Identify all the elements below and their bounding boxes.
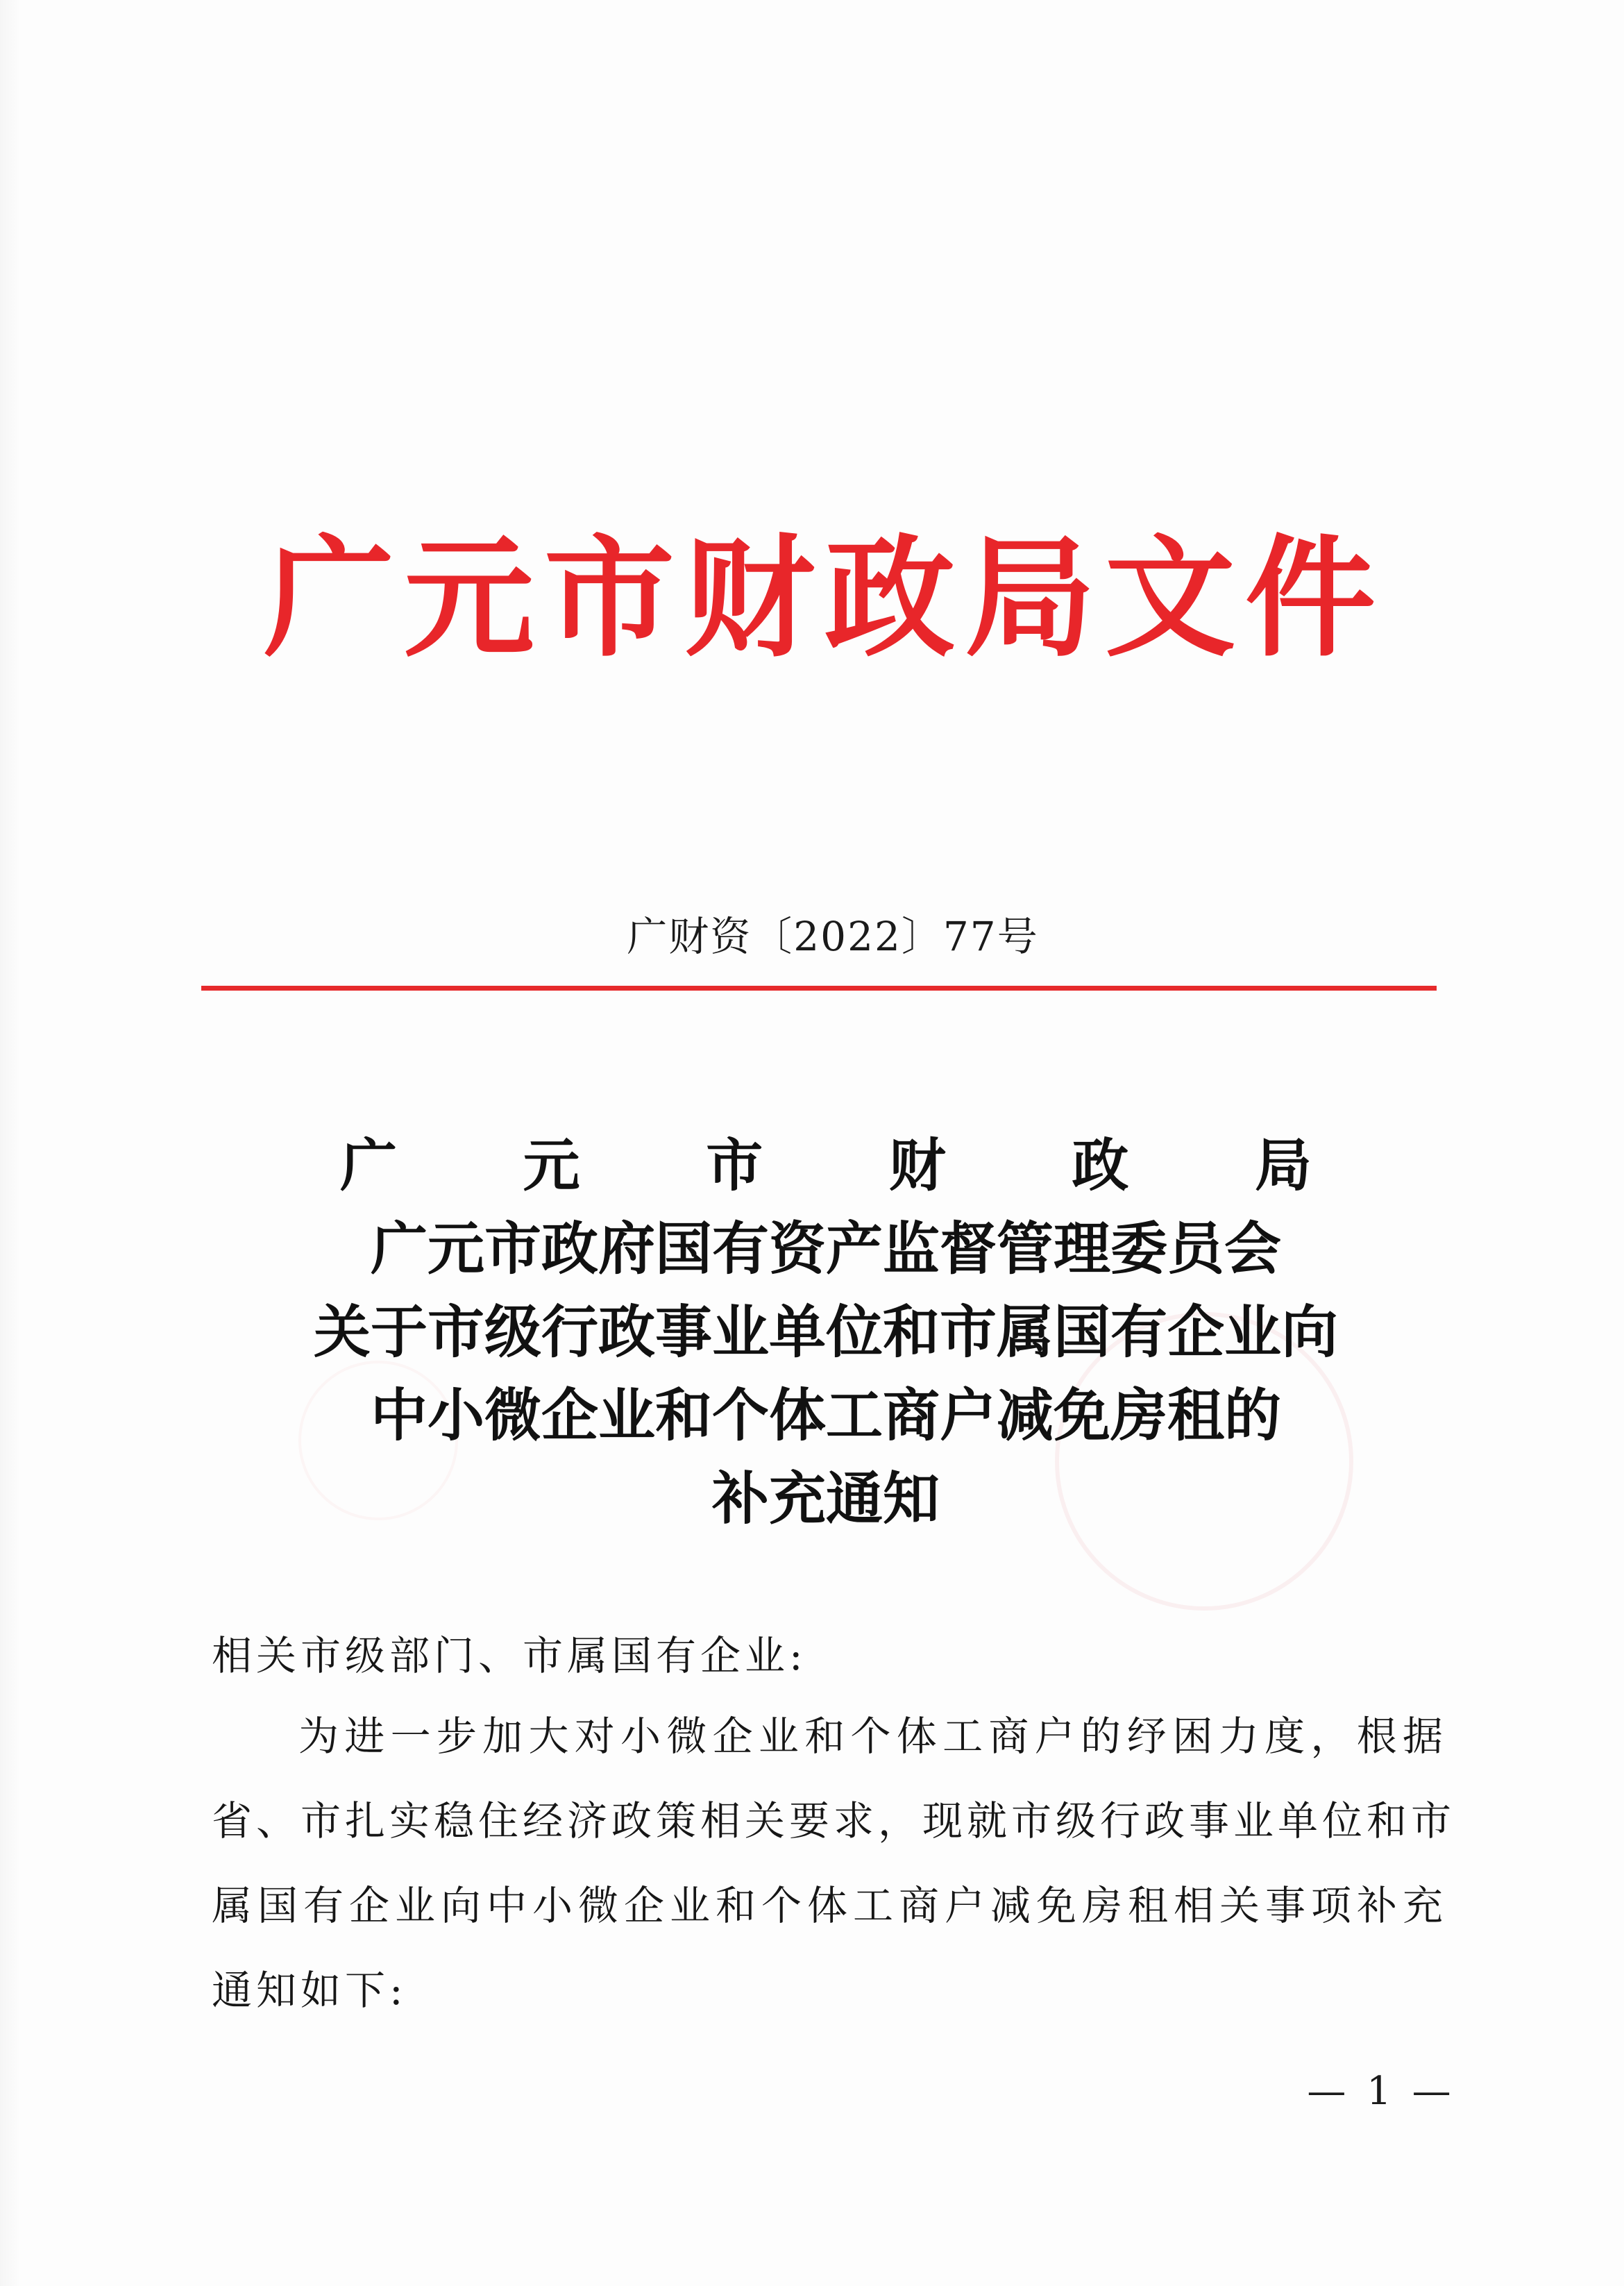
title-issuer-1 — [208, 1125, 1444, 1208]
title-issuer-1-char: 广 — [340, 1133, 398, 1199]
page-number: — 1 — — [1307, 2069, 1455, 2114]
notice-title — [208, 1125, 1444, 1541]
title-issuer-1-char: 政 — [1072, 1133, 1129, 1199]
masthead-title: 广元市财政局文件 — [264, 523, 1385, 675]
title-issuer-1-char: 财 — [888, 1133, 946, 1199]
red-separator-line — [201, 986, 1437, 991]
notice-body — [212, 1617, 1456, 2033]
paragraph-line: 属国有企业向中小微企业和个体工商户减免房租相关事项补充 — [212, 1882, 1447, 1929]
title-line-5: 补充通知 — [711, 1466, 940, 1532]
scan-edge-shadow — [0, 0, 21, 2286]
salutation: 相关市级部门、市属国有企业: — [212, 1632, 807, 1679]
title-issuer-1-char: 元 — [523, 1133, 580, 1199]
title-issuer-1-char: 局 — [1254, 1133, 1312, 1199]
title-issuer-1-char: 市 — [706, 1133, 763, 1199]
paragraph-line: 通知如下: — [212, 1967, 407, 2014]
title-issuer-2: 广元市政府国有资产监督管理委员会 — [370, 1216, 1281, 1282]
paragraph-line: 为进一步加大对小微企业和个体工商户的纾困力度，根据 — [298, 1713, 1447, 1760]
paragraph-line: 省、市扎实稳住经济政策相关要求，现就市级行政事业单位和市 — [212, 1797, 1456, 1844]
title-line-4: 中小微企业和个体工商户减免房租的 — [370, 1383, 1281, 1449]
title-line-3: 关于市级行政事业单位和市属国有企业向 — [313, 1300, 1338, 1365]
document-number: 广财资〔2022〕77号 — [627, 913, 1039, 960]
